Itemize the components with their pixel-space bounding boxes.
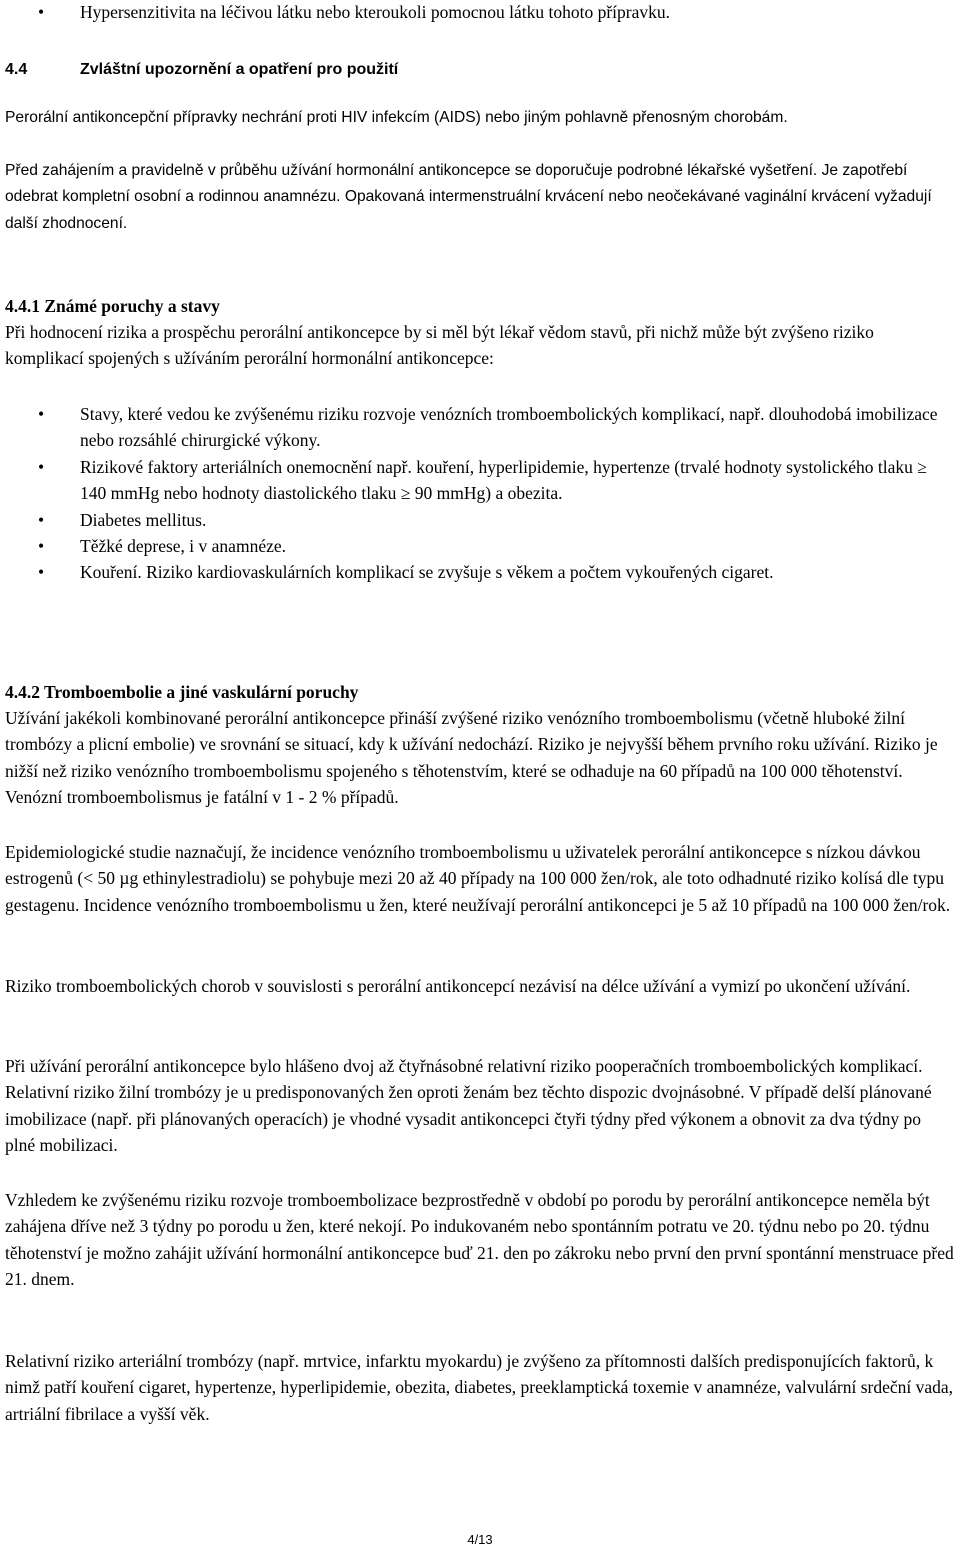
- list-item-text: Rizikové faktory arteriálních onemocnění např. kouření, hyperlipidemie, hypertenze (trvalé hodnoty systolického tlaku ≥ 140 mmHg nebo hodnoty diastolického tlaku ≥ 90 mmHg) a obezita.: [80, 456, 927, 504]
- paragraph-examination: Před zahájením a pravidelně v průběhu užívání hormonální antikoncepce se doporučuje podrobné lékařské vyšetření. Je zapotřebí odebrat kompletní osobní a rodinnou anamnézu. Opakovaná intermenstruální krvácení nebo neočekávané vaginální krvácení vyžadují další zhodnocení.: [5, 162, 932, 232]
- paragraph-hiv: Perorální antikoncepční přípravky nechrání proti HIV infekcím (AIDS) nebo jiným pohlavně přenosným chorobám.: [5, 109, 788, 126]
- list-item-text: Kouření. Riziko kardiovaskulárních komplikací se zvyšuje s věkem a počtem vykouřených cigaret.: [80, 562, 774, 583]
- paragraph-arterial: Relativní riziko arteriální trombózy (např. mrtvice, infarktu myokardu) je zvýšeno za přítomnosti dalších predisponujících faktorů, k nimž patří kouření cigaret, hypertenze, hyperlipidemie, obezita, diabetes, preeklamptická toxemie v anamnéze, valvulární srdeční vada, artriální fibrilace a vyšší věk.: [5, 1351, 954, 1424]
- section-heading-4-4: [5, 57, 398, 83]
- list-item: [0, 0, 955, 25]
- paragraph-postoperative: Při užívání perorální antikoncepce bylo hlášeno dvoj až čtyřnásobné relativní riziko pooperačních tromboembolických komplikací. Relativní riziko žilní trombózy je u predisponovaných žen oproti ženám bez těchto dispozic dvojnásobné. V případě delší plánované imobilizace (např. při plánovaných operacích) je vhodné vysadit antikoncepci čtyři týdny před výkonem a obnovit za dva týdny po plné mobilizaci.: [5, 1056, 932, 1156]
- bullet-icon: •: [38, 456, 45, 477]
- list-item-text: Stavy, které vedou ke zvýšenému riziku rozvoje venózních tromboembolických komplikací, např. dlouhodobá imobilizace nebo rozsáhlé chirurgické výkony.: [80, 404, 938, 451]
- paragraph-epidemiology: Epidemiologické studie naznačují, že incidence venózního tromboembolismu u uživatelek perorální antikoncepce s nízkou dávkou estrogenů (< 50 µg ethinylestradiolu) se pohybuje mezi 20 až 40 případy na 100 000 žen/rok, ale toto odhadnuté riziko kolísá dle typu gestagenu. Incidence venózního tromboembolismu u žen, které neužívají perorální antikoncepci je 5 až 10 případů na 100 000 žen/rok.: [5, 842, 951, 915]
- paragraph-postpartum: Vzhledem ke zvýšenému riziku rozvoje tromboembolizace bezprostředně v období po porodu by perorální antikoncepce neměla být zahájena dříve než 3 týdny po porodu u žen, které nekojí. Po indukovaném nebo spontánním potratu ve 20. týdnu nebo po 20. týdnu těhotenství je možno zahájit užívání hormonální antikoncepce buď 21. den po zákroku nebo první den první spontánní menstruace před 21. dnem.: [5, 1190, 954, 1290]
- page-number: 4/13: [467, 1532, 493, 1547]
- list-item-text: Hypersenzitivita na léčivou látku nebo kteroukoli pomocnou látku tohoto přípravku.: [80, 2, 671, 22]
- bullet-icon: •: [38, 562, 45, 583]
- risk-factor-list: [0, 401, 955, 586]
- list-item: [0, 401, 955, 454]
- list-item-text: Diabetes mellitus.: [80, 509, 207, 530]
- bullet-icon: •: [38, 536, 45, 557]
- bullet-icon: •: [38, 404, 45, 424]
- paragraph-risk-intro: Při hodnocení rizika a prospěchu perorální antikoncepce by si měl být lékař vědom stavů, při nichž může být zvýšeno riziko komplikací spojených s užíváním perorální hormonální antikoncepce:: [5, 322, 874, 369]
- section-heading-4-4-1: 4.4.1 Známé poruchy a stavy: [5, 296, 220, 316]
- paragraph-duration: Riziko tromboembolických chorob v souvislosti s perorální antikoncepcí nezávisí na délce užívání a vymizí po ukončení užívání.: [5, 976, 911, 996]
- list-item: [0, 533, 955, 559]
- bullet-icon: •: [38, 509, 45, 530]
- list-item: [0, 454, 955, 507]
- contraindication-list: [0, 0, 955, 25]
- bullet-icon: •: [38, 2, 45, 22]
- list-item-text: Těžké deprese, i v anamnéze.: [80, 536, 286, 557]
- list-item: [0, 559, 955, 585]
- section-title: Zvláštní upozornění a opatření pro použití: [80, 61, 399, 78]
- paragraph-vte-risk: Užívání jakékoli kombinované perorální antikoncepce přináší zvýšené riziko venózního tromboembolismu (včetně hluboké žilní trombózy a plicní embolie) ve srovnání se situací, kdy k užívání nedochází. Riziko je nejvyšší během prvního roku užívání. Riziko je nižší než riziko venózního tromboembolismu spojeného s těhotenstvím, které se odhaduje na 60 případů na 100 000 těhotenství. Venózní tromboembolismus je fatální v 1 - 2 % případů.: [5, 708, 938, 808]
- section-heading-4-4-2: 4.4.2 Tromboembolie a jiné vaskulární poruchy: [5, 682, 359, 702]
- section-number: 4.4: [5, 61, 28, 78]
- list-item: [0, 507, 955, 533]
